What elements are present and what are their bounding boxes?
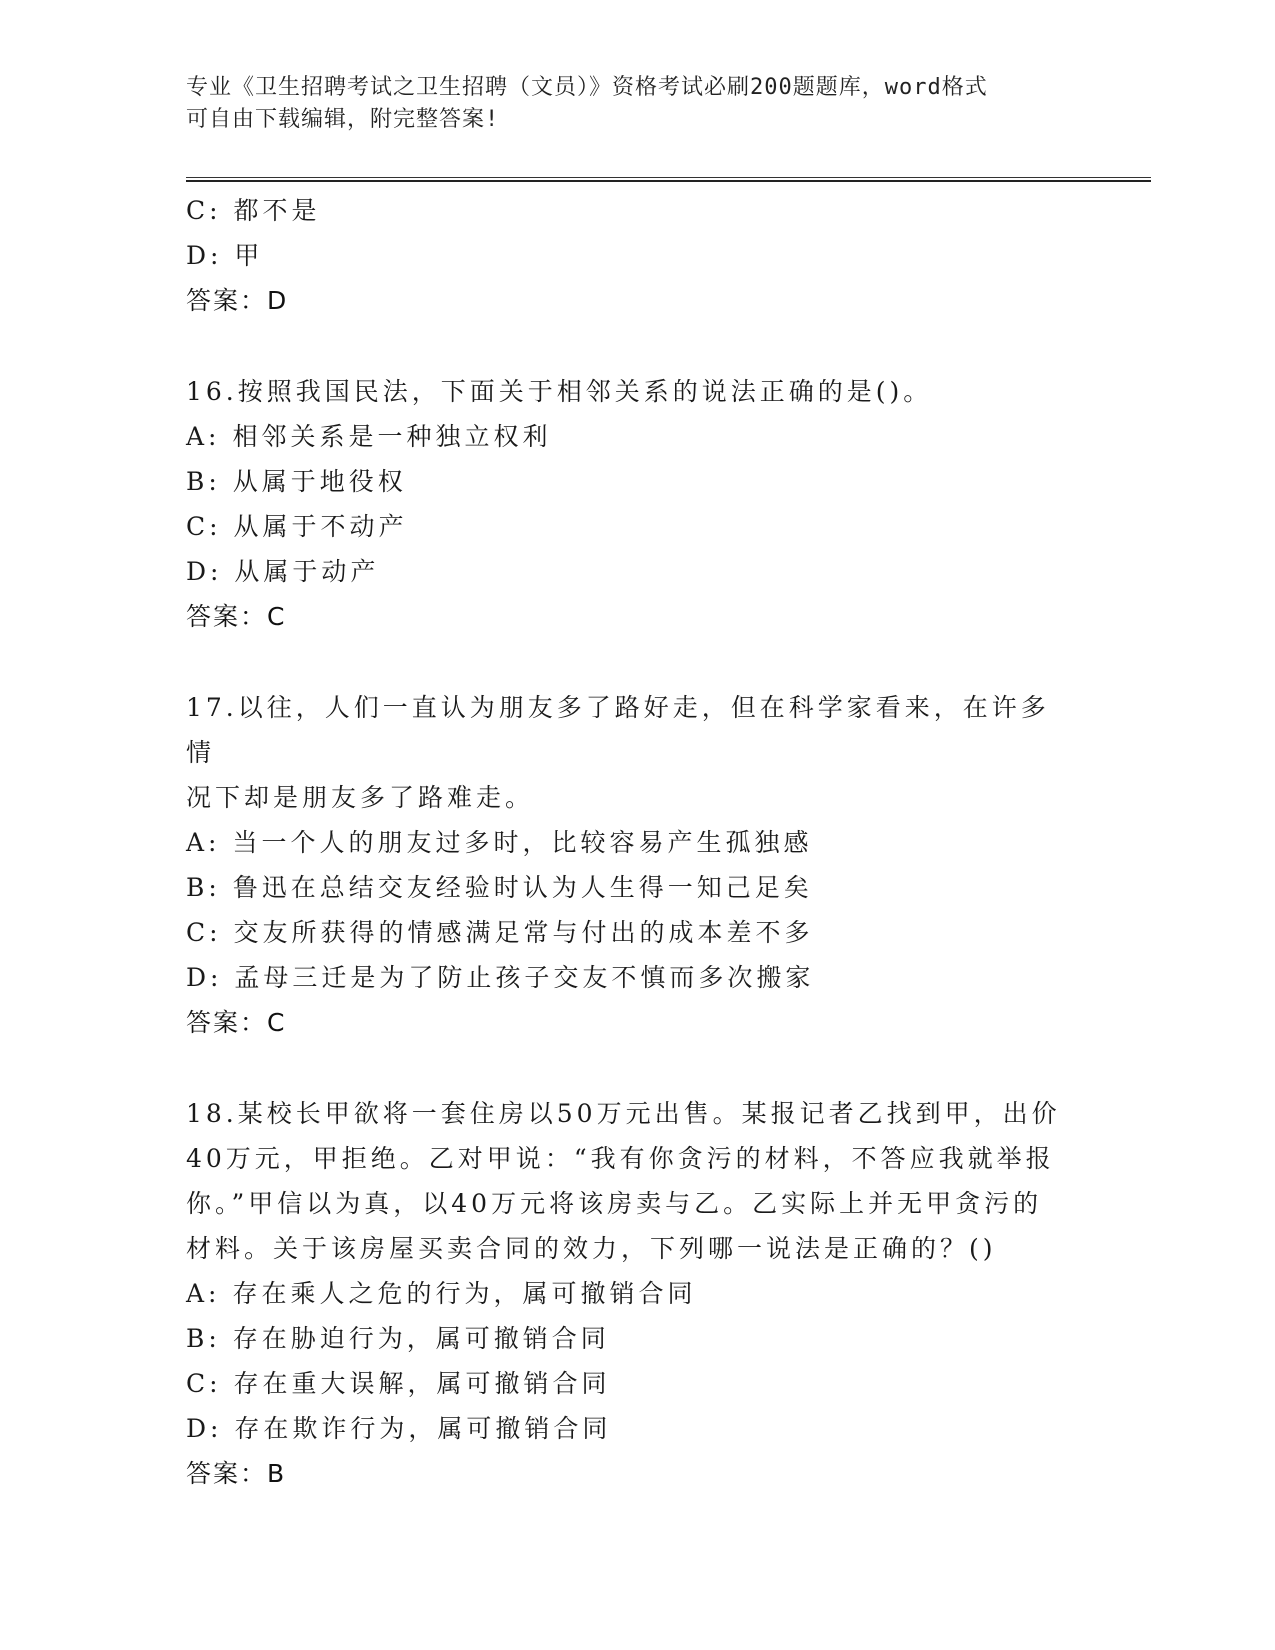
header-line-1: 专业《卫生招聘考试之卫生招聘（文员）》资格考试必刷200题题库，word格式 bbox=[186, 75, 988, 100]
option-text: 存在乘人之危的行为，属可撤销合同 bbox=[232, 1279, 697, 1308]
option-line bbox=[186, 188, 1086, 233]
option-text: 从属于动产 bbox=[234, 557, 380, 586]
stem-line: 17.以往，人们一直认为朋友多了路好走，但在科学家看来，在许多情 bbox=[186, 693, 1050, 767]
stem-line: 18.某校长甲欲将一套住房以50万元出售。某报记者乙找到甲，出价 bbox=[186, 1099, 1061, 1128]
question-16 bbox=[186, 369, 1086, 639]
option-label: A: bbox=[186, 828, 221, 857]
stem-line: 40万元，甲拒绝。乙对甲说：“我有你贪污的材料，不答应我就举报 bbox=[186, 1144, 1055, 1173]
option-line bbox=[186, 459, 1086, 504]
option-label: D: bbox=[186, 557, 223, 586]
option-line bbox=[186, 233, 1086, 278]
option-label: C: bbox=[186, 196, 222, 225]
option-label: A: bbox=[186, 422, 221, 451]
option-label: D: bbox=[186, 963, 223, 992]
option-label: C: bbox=[186, 512, 222, 541]
answer-line: 答案：C bbox=[186, 1008, 287, 1037]
header-rule-thin bbox=[186, 177, 1151, 178]
stem-line: 材料。关于该房屋买卖合同的效力，下列哪一说法是正确的？() bbox=[186, 1234, 997, 1263]
option-text: 交友所获得的情感满足常与付出的成本差不多 bbox=[233, 918, 814, 947]
stem-line: 16.按照我国民法，下面关于相邻关系的说法正确的是()。 bbox=[186, 377, 933, 406]
question-17 bbox=[186, 685, 1086, 1045]
option-label: C: bbox=[186, 1369, 222, 1398]
option-line bbox=[186, 820, 1086, 865]
option-label: B: bbox=[186, 467, 221, 496]
spacer bbox=[186, 323, 1086, 369]
option-line bbox=[186, 504, 1086, 549]
option-line bbox=[186, 955, 1086, 1000]
question-stem bbox=[186, 369, 1066, 414]
option-text: 当一个人的朋友过多时，比较容易产生孤独感 bbox=[232, 828, 813, 857]
option-text: 存在胁迫行为，属可撤销合同 bbox=[232, 1324, 610, 1353]
stem-line: 况下却是朋友多了路难走。 bbox=[186, 783, 535, 812]
option-label: B: bbox=[186, 1324, 221, 1353]
stem-line: 你。”甲信以为真，以40万元将该房卖与乙。乙实际上并无甲贪污的 bbox=[186, 1189, 1043, 1218]
question-stem bbox=[186, 685, 1066, 820]
option-label: D: bbox=[186, 241, 223, 270]
answer-line: 答案：D bbox=[186, 286, 289, 315]
option-line bbox=[186, 549, 1086, 594]
option-text: 相邻关系是一种独立权利 bbox=[232, 422, 552, 451]
option-text: 孟母三迁是为了防止孩子交友不慎而多次搬家 bbox=[234, 963, 815, 992]
answer-line: 答案：B bbox=[186, 1459, 287, 1488]
option-text: 存在欺诈行为，属可撤销合同 bbox=[234, 1414, 612, 1443]
answer-line: 答案：C bbox=[186, 602, 287, 631]
option-line bbox=[186, 1406, 1086, 1451]
option-line bbox=[186, 1361, 1086, 1406]
header-rule-thick bbox=[186, 180, 1151, 182]
option-label: D: bbox=[186, 1414, 223, 1443]
spacer bbox=[186, 639, 1086, 685]
prev-question-tail bbox=[186, 188, 1086, 323]
option-text: 从属于不动产 bbox=[233, 512, 408, 541]
option-text: 存在重大误解，属可撤销合同 bbox=[233, 1369, 611, 1398]
option-label: C: bbox=[186, 918, 222, 947]
option-line bbox=[186, 1316, 1086, 1361]
spacer bbox=[186, 1045, 1086, 1091]
question-stem bbox=[186, 1091, 1066, 1271]
option-text: 甲 bbox=[234, 241, 264, 270]
option-line bbox=[186, 1271, 1086, 1316]
option-line bbox=[186, 414, 1086, 459]
option-label: A: bbox=[186, 1279, 221, 1308]
question-18 bbox=[186, 1091, 1086, 1496]
option-line bbox=[186, 910, 1086, 955]
document-body bbox=[186, 188, 1086, 1496]
option-label: B: bbox=[186, 873, 221, 902]
page-header bbox=[186, 72, 1066, 136]
option-text: 都不是 bbox=[233, 196, 321, 225]
header-line-2: 可自由下载编辑，附完整答案! bbox=[186, 107, 500, 132]
option-text: 从属于地役权 bbox=[232, 467, 407, 496]
option-text: 鲁迅在总结交友经验时认为人生得一知己足矣 bbox=[232, 873, 813, 902]
option-line bbox=[186, 865, 1086, 910]
